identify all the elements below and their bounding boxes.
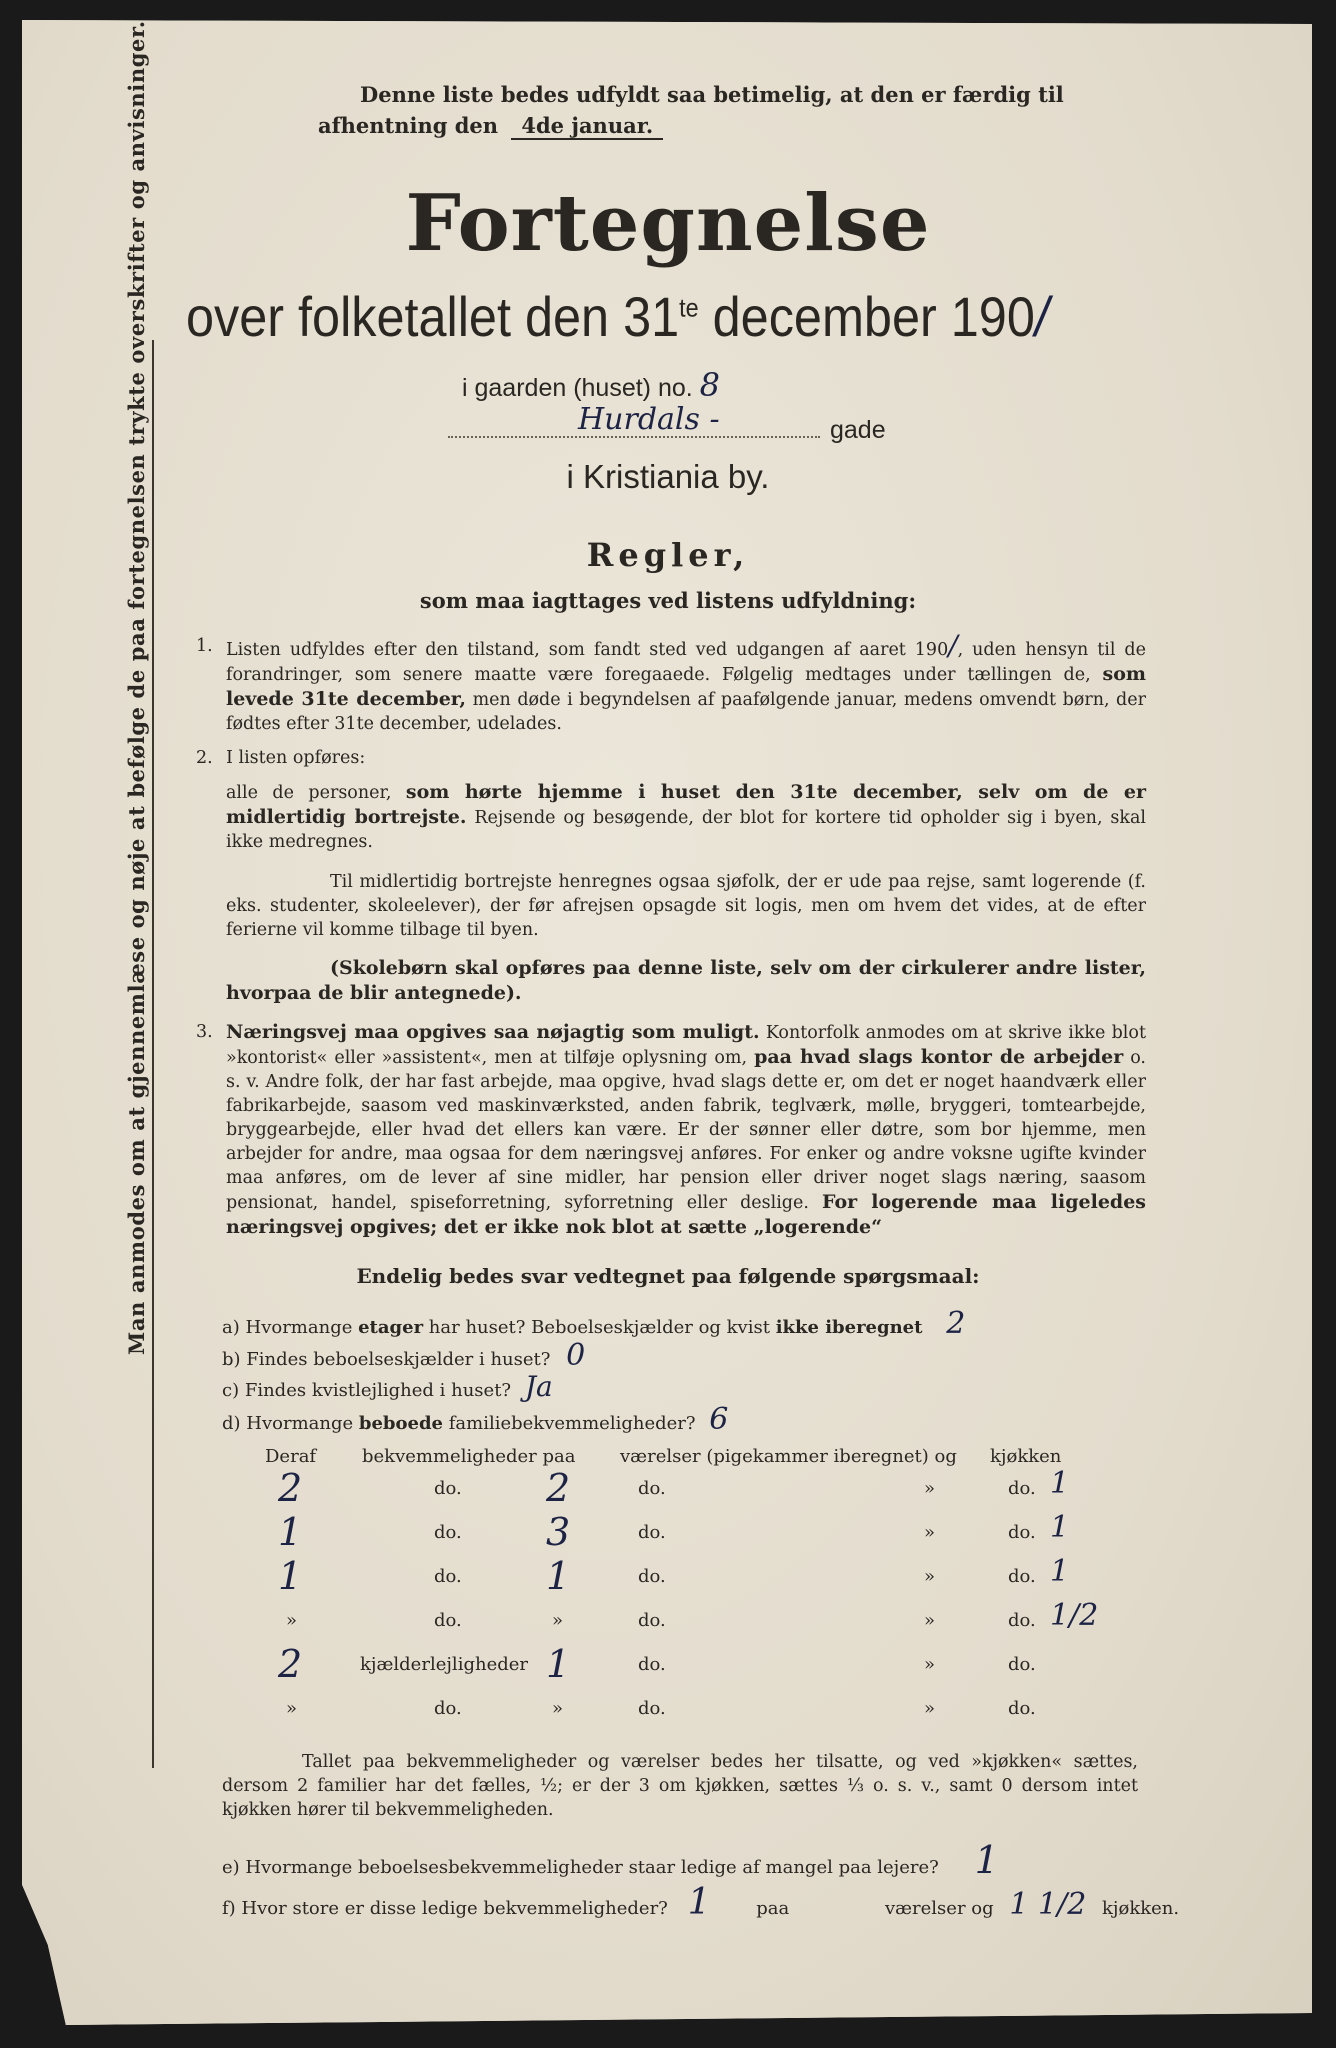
rule3-text-a: Kontorfolk anmodes om at skrive ikke blot »kontorist« eller »assistent«, men at tilføje oplysning om, (226, 1023, 1146, 1068)
row-kitchen-label: do. (1008, 1522, 1036, 1543)
rule2-para3: (Skolebørn skal opføres paa denne liste, selv om der cirkulerer andre lister, hvorpaa de blir antegnede). (226, 957, 1146, 1004)
row-kitchen-label: do. (1008, 1610, 1036, 1631)
header-kjokken: kjøkken (990, 1446, 1062, 1467)
rule3-number: 3. (196, 1022, 213, 1042)
questions-heading: Endelig bedes svar vedtegnet paa følgende spørgsmaal: (356, 1264, 980, 1288)
rule1-text-b: , uden hensyn til de forandringer, som senere maatte være foregaaede. Følgelig medtages under tællingen de, (226, 640, 1146, 685)
question-d-answer: 6 (709, 1402, 729, 1437)
subtitle-sup: te (679, 292, 699, 323)
row-kitchen: 1 (1050, 1510, 1070, 1545)
top-notice-prefix: afhentning den (318, 113, 499, 138)
rule3-bold-b: paa hvad slags kontor de arbejder (754, 1046, 1124, 1068)
rules-heading: Regler, (586, 536, 750, 574)
row-rooms-label: do. (638, 1522, 666, 1543)
rules-subheading: som maa iagttages ved listens udfyldning: (419, 588, 917, 613)
row-type: do. (434, 1478, 462, 1499)
question-d (222, 1402, 728, 1437)
rule3-text (226, 1020, 1146, 1240)
rule1-year: / (948, 629, 958, 662)
house-number: 8 (699, 366, 721, 404)
question-f-vaer: værelser og (884, 1898, 994, 1919)
row-ditto-mark: » (924, 1478, 936, 1499)
question-b-answer: 0 (566, 1338, 586, 1373)
row-rooms: » (552, 1610, 564, 1631)
row-rooms-label: do. (638, 1478, 666, 1499)
row-ditto-mark: » (924, 1610, 936, 1631)
question-e-label: e) (222, 1857, 240, 1878)
note-paragraph: Tallet paa bekvemmeligheder og værelser bedes her tilsatte, og ved »kjøkken« sættes, dersom 2 familier har det fælles, ½; er der 3 om kjøkken, sættes ⅓ o. s. v., samt 0 dersom intet kjøkken hører til bekvemmeligheden. (222, 1752, 1138, 1820)
row-count: » (286, 1610, 298, 1631)
question-d-text-b: familiebekvemmeligheder? (448, 1413, 696, 1434)
question-b-text: Findes beboelseskjælder i huset? (246, 1349, 551, 1370)
row-kitchen: 1 (1050, 1554, 1070, 1589)
row-rooms-label: do. (638, 1610, 666, 1631)
row-type: do. (434, 1566, 462, 1587)
row-kitchen: 1 (1050, 1466, 1070, 1501)
street-suffix: gade (830, 416, 886, 444)
side-instruction-note: Man anmodes om at gjennemlæse og nøje at befølge de paa fortegnelsen trykte overskrifter og anvisninger. (124, 20, 149, 1355)
rule1-text-a: Listen udfyldes efter den tilstand, som fandt sted ved udgangen af aaret 190 (226, 640, 949, 660)
header-deraf: Deraf (265, 1446, 317, 1467)
rule2-text-b: Rejsende og besøgende, der blot for kortere tid opholder sig i byen, skal ikke medregnes. (226, 808, 1146, 852)
row-ditto-mark: » (924, 1698, 936, 1719)
question-a-bold2: ikke iberegnet (775, 1317, 923, 1338)
question-d-label: d) (222, 1413, 241, 1434)
question-e-text: Hvormange beboelsesbekvemmeligheder staar ledige af mangel paa lejere? (245, 1857, 939, 1878)
row-kitchen: 1/2 (1050, 1598, 1099, 1633)
question-d-bold: beboede (358, 1413, 444, 1434)
question-a-answer: 2 (946, 1306, 966, 1341)
rule1-number: 1. (196, 636, 213, 656)
row-ditto-mark: » (924, 1522, 936, 1543)
question-e (222, 1838, 999, 1882)
row-kitchen-label: do. (1008, 1566, 1036, 1587)
question-f-answer-a: 1 (687, 1882, 711, 1923)
row-rooms-label: do. (638, 1654, 666, 1675)
question-c-text: Findes kvistlejlighed i huset? (244, 1380, 512, 1401)
row-rooms: 2 (546, 1466, 571, 1510)
row-type: kjælderlejligheder (360, 1654, 528, 1675)
question-f-kjok: kjøkken. (1102, 1898, 1180, 1919)
top-notice-line1: Denne liste bedes udfyldt saa betimelig, at den er færdig til (360, 82, 1064, 107)
top-notice-line2 (318, 113, 663, 140)
row-count: 2 (278, 1642, 303, 1686)
rule3-text-b: o. s. v. Andre folk, der har fast arbejde, maa opgive, hvad slags dette er, om det er noget haandværk eller fabrikarbejde, saasom ved maskinværksted, anden fabrik, teglværk, mølle, bryggeri, tomtearbejde, bryggearbejde, eller hvad det ellers kan være. Er der sønner eller døtre, som bor hjemme, men arbejder for andre, maa ogsaa for dem næringsvej anføres. For enker og andre voksne ugifte kvinder maa anføres, om de lever af sine midler, har pension eller driver noget slags næring, saasom pensionat, handel, spiseforretning, syforretning eller deslige. (226, 1048, 1146, 1213)
question-b (222, 1338, 585, 1373)
question-a-text-b: har huset? Beboelseskjælder og kvist (428, 1317, 770, 1338)
house-number-line (462, 366, 720, 404)
rule2-bold: som hørte hjemme i huset den 31te december, selv om de er midlertidig bortrejste. (226, 781, 1146, 828)
page-title: Fortegnelse (405, 178, 931, 269)
rule1-text (226, 629, 1146, 736)
street-name: Hurdals - (578, 402, 720, 437)
rule2-intro: I listen opføres: (226, 748, 366, 768)
rule2-text (226, 780, 1146, 854)
subtitle (186, 284, 1049, 349)
rule3-bold-a: Næringsvej maa opgives saa nøjagtig som muligt. (226, 1021, 760, 1043)
rule1-text-c: men døde i begyndelsen af paafølgende januar, medens omvendt børn, der fødtes efter 31te december, udelades. (226, 690, 1146, 734)
row-count: 2 (278, 1466, 303, 1510)
city-line: i Kristiania by. (566, 458, 770, 495)
question-f-label: f) (222, 1898, 236, 1919)
question-c-label: c) (222, 1380, 240, 1401)
row-ditto-mark: » (924, 1566, 936, 1587)
question-a-label: a) (222, 1317, 240, 1338)
question-a-bold: etager (358, 1317, 424, 1338)
pickup-date: 4de januar. (511, 113, 663, 140)
row-type: do. (434, 1698, 462, 1719)
row-rooms: 3 (546, 1510, 571, 1554)
header-vaerelser: værelser (pigekammer iberegnet) og (620, 1446, 957, 1467)
census-year-digit: / (1034, 285, 1049, 348)
subtitle-suffix: december 190 (712, 285, 1035, 348)
question-c-answer: Ja (524, 1370, 553, 1403)
subtitle-prefix: over folketallet den 31 (186, 285, 680, 348)
question-e-answer: 1 (974, 1838, 999, 1882)
row-type: do. (434, 1522, 462, 1543)
house-label: i gaarden (huset) no. (462, 374, 693, 402)
row-rooms: 1 (546, 1554, 571, 1598)
row-kitchen-label: do. (1008, 1654, 1036, 1675)
row-rooms-label: do. (638, 1566, 666, 1587)
rule2-number: 2. (196, 748, 213, 768)
rule2-text-a: alle de personer, (226, 783, 392, 803)
question-f-answer-b: 1 1/2 (1009, 1887, 1087, 1922)
row-count: » (286, 1698, 298, 1719)
row-rooms: 1 (546, 1642, 571, 1686)
row-rooms: » (552, 1698, 564, 1719)
row-count: 1 (278, 1554, 303, 1598)
row-kitchen-label: do. (1008, 1698, 1036, 1719)
row-ditto-mark: » (924, 1654, 936, 1675)
rule1-bold: som levede 31te december, (226, 663, 1146, 710)
question-f-text: Hvor store er disse ledige bekvemmeligheder? (241, 1898, 668, 1919)
question-f-paa: paa (756, 1898, 790, 1919)
row-kitchen-label: do. (1008, 1478, 1036, 1499)
question-c (222, 1370, 553, 1403)
question-a (222, 1306, 965, 1341)
row-type: do. (434, 1610, 462, 1631)
row-rooms-label: do. (638, 1698, 666, 1719)
header-bekvemmeligheder: bekvemmeligheder paa (362, 1446, 576, 1467)
row-count: 1 (278, 1510, 303, 1554)
question-b-label: b) (222, 1349, 241, 1370)
rule3-bold-c: For logerende maa ligeledes næringsvej opgives; det er ikke nok blot at sætte „logerende“ (226, 1191, 1146, 1238)
rule2-para2: Til midlertidig bortrejste henregnes ogsaa sjøfolk, der er ude paa rejse, samt logerende (f. eks. studenter, skoleelever), der før afrejsen opsagde sit logis, men om hvem det vides, at de efter ferierne vil komme tilbage til byen. (226, 872, 1146, 940)
question-f (222, 1882, 1179, 1923)
question-a-text-a: Hvormange (245, 1317, 353, 1338)
question-d-text-a: Hvormange (246, 1413, 354, 1434)
